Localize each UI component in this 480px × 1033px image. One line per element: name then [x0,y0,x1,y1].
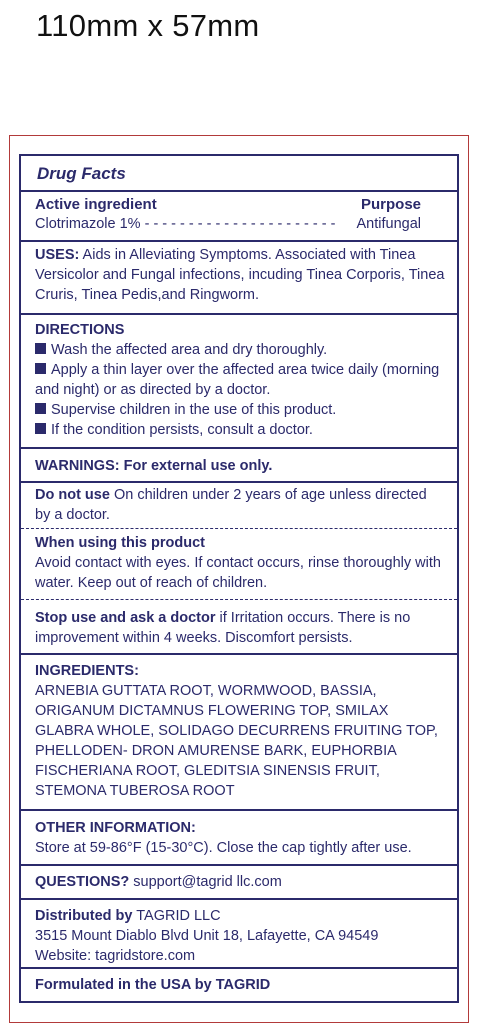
distributed-section [35,906,445,966]
distributor-name: TAGRID LLC [132,908,221,924]
do-not-use-label: Do not use [35,487,110,503]
divider [21,653,457,655]
distributor-address: 3515 Mount Diablo Blvd Unit 18, Lafayette, CA 94549 [35,928,379,944]
active-ingredient-row [35,216,421,232]
active-ingredient-header [35,196,421,213]
divider [21,967,457,969]
bullet-square-icon [35,343,46,354]
divider [21,898,457,900]
ingredients-label: INGREDIENTS: [35,663,139,679]
drug-facts-panel [19,154,459,1003]
divider [21,190,457,192]
distributed-label: Distributed by [35,908,133,924]
ingredients-text: ARNEBIA GUTTATA ROOT, WORMWOOD, BASSIA, ORIGANUM DICTAMNUS FLOWERING TOP, SMILAX GLABRA WHOLE, SOLIDAGO DECURRENS FRUITING TOP, PHELLODEN- DRON AMURENSE BARK, EUPHORBIA FISCHERIANA ROOT, GLEDITSIA SINENSIS FRUIT, STEMONA TUBEROSA ROOT [35,683,438,799]
formulated-footer: Formulated in the USA by TAGRID [35,977,271,993]
ingredients-section [35,661,445,801]
warnings-label: WARNINGS: For external use only. [35,458,273,474]
stop-use-section [35,608,445,648]
dashed-divider [21,599,457,600]
distributor-website: Website: tagridstore.com [35,948,196,964]
do-not-use-section [35,485,445,525]
bullet-square-icon [35,363,46,374]
divider [21,864,457,866]
uses-text: Aids in Alleviating Symptoms. Associated with Tinea Versicolor and Fungal infections, incuding Tinea Corporis, Tinea Cruris, Tinea Pedis,and Ringworm. [35,247,445,303]
when-using-section [35,533,445,593]
stop-use-text: if Irritation occurs. There is no improvement within 4 weeks. Discomfort persists. [35,610,411,646]
uses-section [35,245,445,305]
divider [21,240,457,242]
do-not-use-text: On children under 2 years of age unless directed by a doctor. [35,487,427,523]
dashed-divider [21,528,457,529]
other-information-text: Store at 59-86°F (15-30°C). Close the cap tightly after use. [35,840,412,856]
divider [21,313,457,315]
label-dimensions: 110mm x 57mm [36,8,260,43]
directions-item: If the condition persists, consult a doctor. [35,420,445,440]
directions-item: Apply a thin layer over the affected area twice daily (morning and night) or as directed by a doctor. [35,362,440,398]
questions-contact: support@tagrid llc.com [129,874,282,890]
when-using-label: When using this product [35,535,205,551]
other-information-label: OTHER INFORMATION: [35,820,196,836]
other-information-section [35,818,445,858]
drug-facts-title: Drug Facts [37,164,126,183]
directions-section [35,320,445,440]
active-ingredient-purpose: Antifungal [353,216,422,232]
purpose-label: Purpose [360,196,421,213]
bullet-square-icon [35,423,46,434]
stop-use-label: Stop use and ask a doctor [35,610,216,626]
questions-section [35,872,445,892]
when-using-text: Avoid contact with eyes. If contact occurs, rinse thoroughly with water. Keep out of reach of children. [35,555,441,591]
questions-label: QUESTIONS? [35,874,130,890]
active-ingredient-label: Active ingredient [35,196,157,213]
directions-item: Supervise children in the use of this product. [35,400,445,420]
directions-item: Wash the affected area and dry thoroughly. [35,340,445,360]
divider [21,481,457,483]
active-ingredient-name: Clotrimazole 1% - - - - - - - - - - - - - - - - - - - - - - [35,216,336,232]
uses-label: USES: [35,247,80,263]
divider [21,809,457,811]
bullet-square-icon [35,403,46,414]
divider [21,447,457,449]
directions-label: DIRECTIONS [35,322,125,338]
